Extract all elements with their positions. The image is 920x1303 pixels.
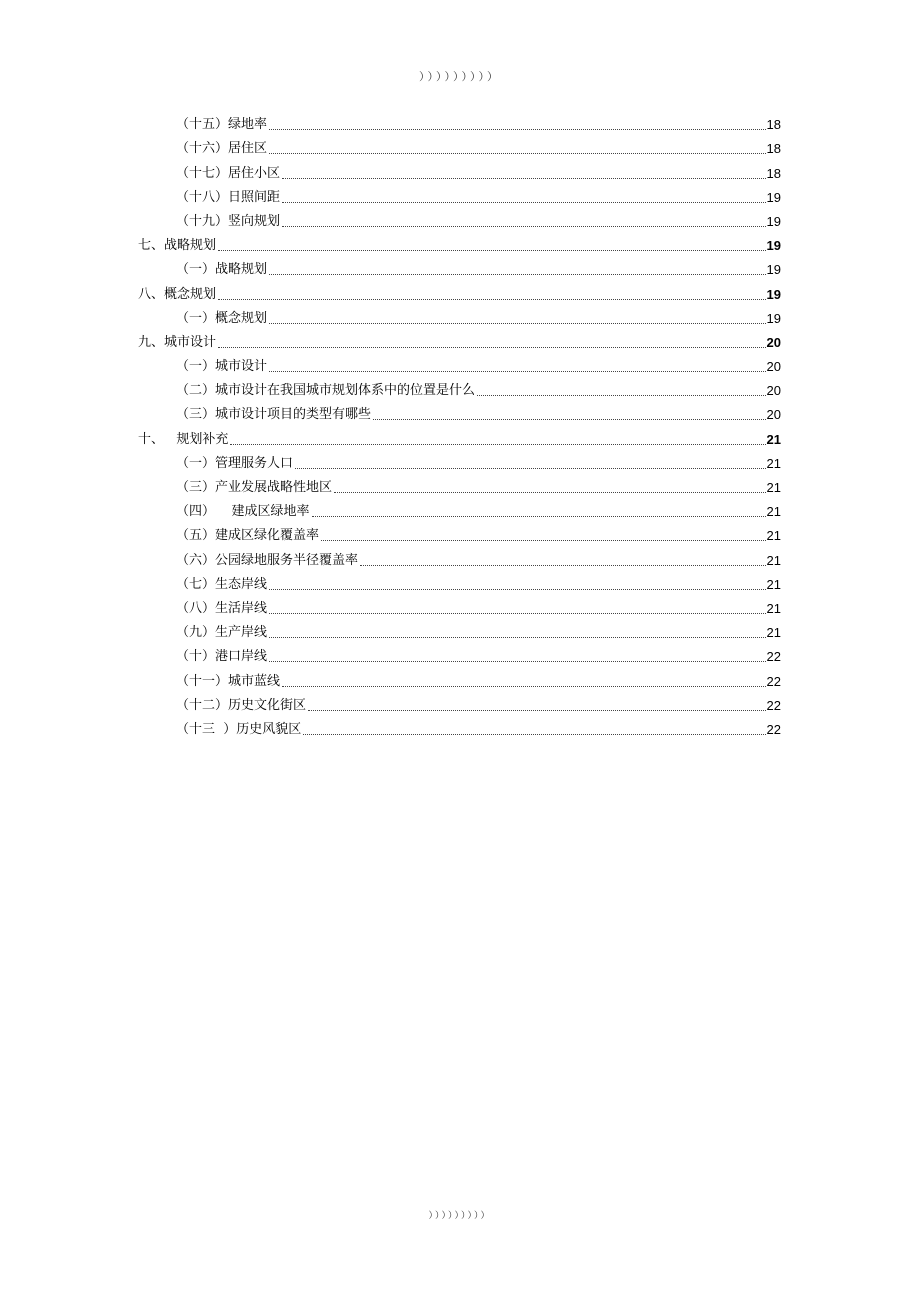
toc-dot-leader (218, 346, 766, 348)
toc-dot-leader (269, 588, 766, 590)
page-footer: ））））））））） (428, 1211, 492, 1221)
toc-entry[interactable] (138, 306, 781, 330)
toc-entry[interactable] (138, 378, 781, 402)
toc-entry-page-number: 21 (766, 480, 781, 495)
toc-dot-leader (269, 273, 766, 275)
toc-dot-leader (312, 515, 766, 517)
table-of-contents (138, 112, 781, 741)
toc-entry-page-number: 18 (766, 165, 781, 181)
toc-entry-title: 七、战略规划 (138, 238, 217, 254)
toc-entry-page-number: 21 (766, 431, 781, 447)
toc-entry[interactable] (138, 451, 781, 475)
toc-entry-title: （十一）城市蓝线 (176, 673, 281, 689)
toc-entry-title: （四） 建成区绿地率 (176, 504, 310, 520)
toc-entry-page-number: 19 (766, 238, 781, 254)
toc-entry-page-number: 21 (766, 576, 781, 592)
toc-dot-leader (282, 685, 766, 687)
toc-dot-leader (269, 636, 766, 638)
toc-entry-page-number: 21 (766, 600, 781, 616)
toc-entry-title: （八）生活岸线 (176, 600, 268, 616)
toc-dot-leader (360, 564, 766, 566)
toc-dot-leader (218, 298, 766, 300)
toc-entry-page-number: 19 (766, 189, 781, 205)
toc-entry-page-number: 20 (766, 334, 781, 350)
toc-entry[interactable] (138, 233, 781, 257)
toc-entry[interactable] (138, 620, 781, 644)
toc-entry-page-number: 19 (766, 262, 781, 278)
toc-entry-page-number: 22 (766, 673, 781, 689)
toc-entry-page-number: 21 (766, 552, 781, 568)
toc-dot-leader (295, 467, 766, 469)
toc-entry[interactable] (138, 354, 781, 378)
toc-entry-page-number: 22 (766, 649, 781, 665)
toc-entry[interactable] (138, 330, 781, 354)
toc-entry-title: （十）港口岸线 (176, 649, 268, 665)
toc-entry-title: 十、 规划补充 (138, 431, 229, 447)
toc-dot-leader (269, 322, 766, 324)
toc-entry-title: （十二）历史文化街区 (176, 697, 307, 713)
toc-entry[interactable] (138, 136, 781, 160)
toc-entry-title: （一）城市设计 (176, 359, 268, 375)
toc-entry-page-number: 21 (766, 528, 781, 544)
toc-entry-page-number: 22 (766, 721, 781, 737)
toc-entry[interactable] (138, 547, 781, 571)
toc-dot-leader (308, 709, 766, 711)
toc-entry-title: （二）城市设计在我国城市规划体系中的位置是什么 (176, 383, 476, 399)
toc-entry-title: （七）生态岸线 (176, 576, 268, 592)
toc-entry-page-number: 21 (766, 625, 781, 641)
toc-entry-title: （十六）居住区 (176, 141, 268, 157)
toc-entry-title: （十八）日照间距 (176, 189, 281, 205)
toc-dot-leader (282, 201, 766, 203)
toc-entry-title: 八、概念规划 (138, 286, 217, 302)
toc-dot-leader (334, 491, 766, 493)
toc-entry[interactable] (138, 693, 781, 717)
toc-entry[interactable] (138, 257, 781, 281)
toc-entry[interactable] (138, 426, 781, 450)
toc-entry-page-number: 19 (766, 310, 781, 326)
toc-entry-page-number: 19 (766, 213, 781, 229)
toc-entry[interactable] (138, 475, 781, 499)
toc-dot-leader (269, 612, 766, 614)
toc-dot-leader (373, 418, 766, 420)
toc-entry-page-number: 19 (766, 286, 781, 302)
toc-entry[interactable] (138, 499, 781, 523)
toc-dot-leader (303, 733, 765, 735)
toc-entry-page-number: 21 (766, 455, 781, 471)
toc-entry-title: （一）管理服务人口 (176, 455, 294, 471)
toc-entry-title: （一）概念规划 (176, 310, 268, 326)
toc-entry-title: （九）生产岸线 (176, 625, 268, 641)
toc-entry-title: （十三 ）历史风貌区 (176, 721, 302, 737)
toc-dot-leader (269, 660, 766, 662)
toc-entry-page-number: 21 (766, 504, 781, 520)
toc-entry-title: （五）建成区绿化覆盖率 (176, 528, 320, 544)
page-header: ））））））））） (419, 70, 501, 83)
toc-entry-title: 九、城市设计 (138, 334, 217, 350)
toc-dot-leader (282, 225, 766, 227)
toc-entry[interactable] (138, 209, 781, 233)
toc-entry-title: （十五）绿地率 (176, 117, 268, 133)
toc-entry[interactable] (138, 644, 781, 668)
toc-entry-title: （三）产业发展战略性地区 (176, 480, 333, 495)
toc-entry-title: （十九）竖向规划 (176, 213, 281, 229)
toc-entry[interactable] (138, 112, 781, 136)
toc-entry[interactable] (138, 402, 781, 426)
toc-entry-page-number: 20 (766, 383, 781, 399)
toc-entry-page-number: 18 (766, 141, 781, 157)
toc-entry[interactable] (138, 281, 781, 305)
toc-dot-leader (218, 249, 766, 251)
toc-entry[interactable] (138, 717, 781, 741)
toc-entry-title: （三）城市设计项目的类型有哪些 (176, 407, 372, 423)
toc-dot-leader (269, 370, 766, 372)
toc-entry-title: （一）战略规划 (176, 262, 268, 278)
toc-dot-leader (282, 177, 766, 179)
toc-entry[interactable] (138, 160, 781, 184)
toc-dot-leader (269, 128, 766, 130)
toc-dot-leader (321, 539, 766, 541)
toc-entry[interactable] (138, 596, 781, 620)
toc-entry-page-number: 22 (766, 697, 781, 713)
toc-entry-page-number: 20 (766, 359, 781, 375)
toc-entry-page-number: 20 (766, 407, 781, 423)
toc-entry[interactable] (138, 668, 781, 692)
toc-entry-title: （十七）居住小区 (176, 165, 281, 181)
toc-entry[interactable] (138, 572, 781, 596)
toc-entry[interactable] (138, 523, 781, 547)
toc-entry[interactable] (138, 185, 781, 209)
toc-entry-title: （六）公园绿地服务半径覆盖率 (176, 552, 359, 568)
toc-dot-leader (477, 394, 766, 396)
toc-entry-page-number: 18 (766, 117, 781, 133)
toc-dot-leader (230, 443, 765, 445)
toc-dot-leader (269, 152, 766, 154)
